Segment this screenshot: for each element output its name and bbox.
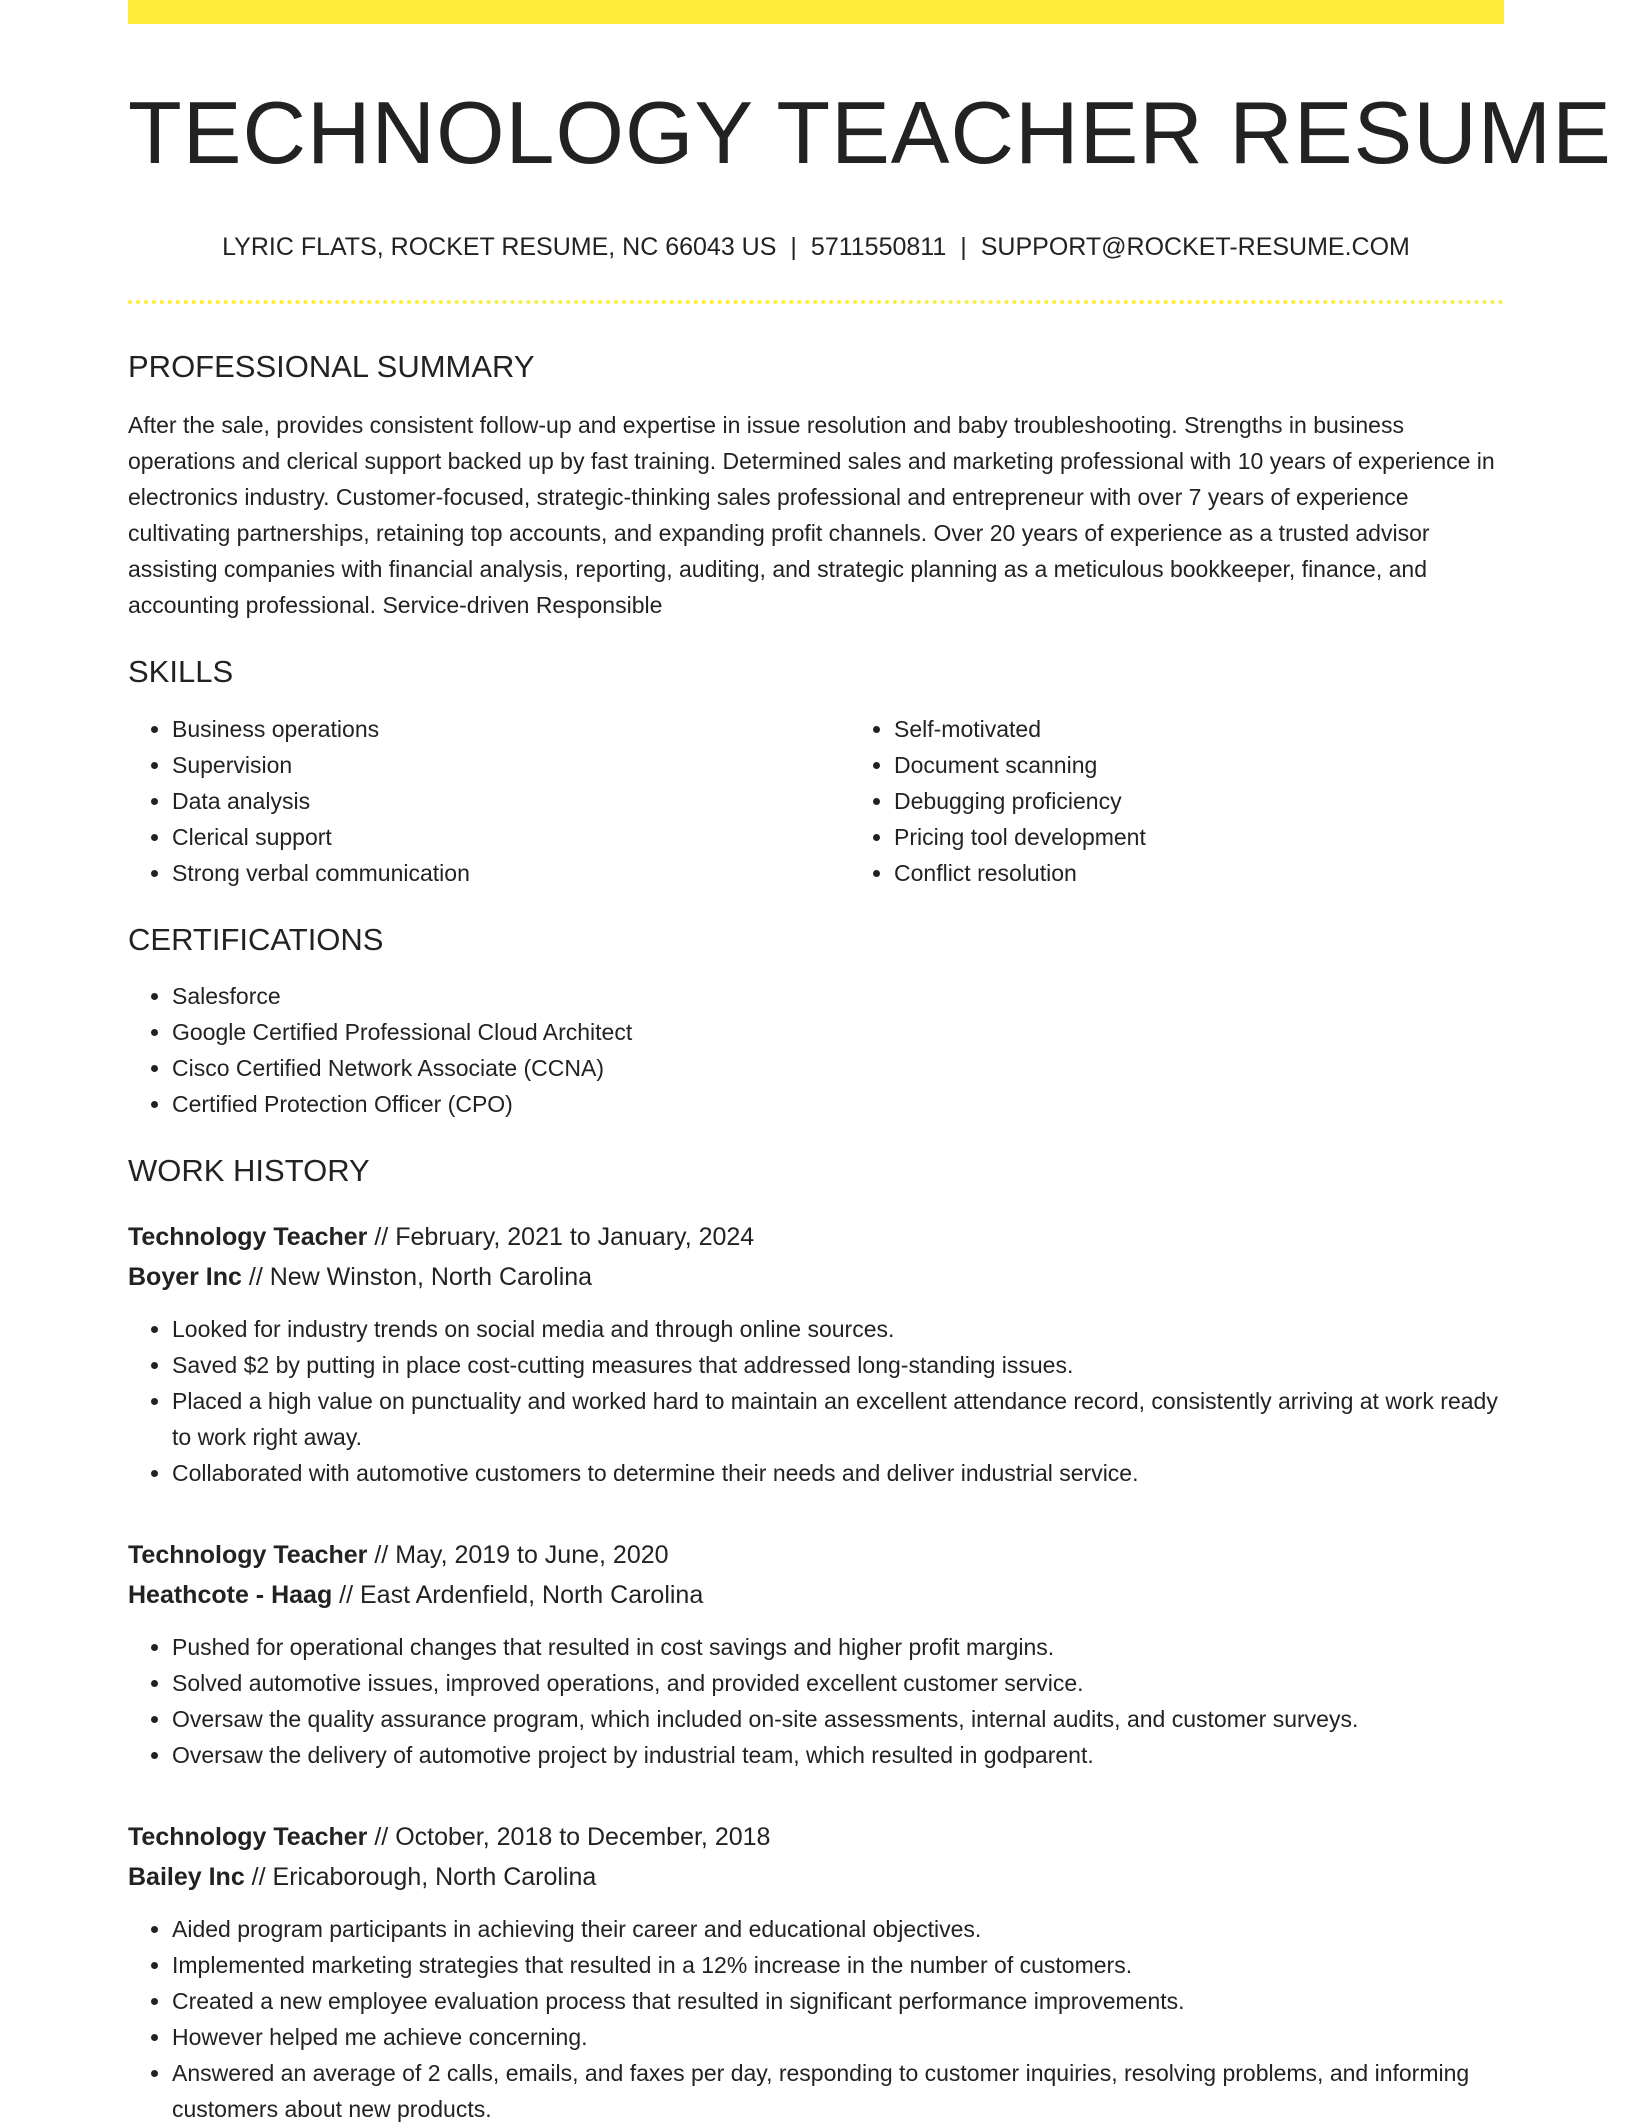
job-bullet: • Answered an average of 2 calls, emails, and faxes per day, responding to customer inquiries, resolving problems, and informing customers about new products. [172,2055,1504,2127]
certification-item: • Cisco Certified Network Associate (CCNA) [172,1050,1504,1086]
job-company-line [128,1857,1504,1897]
certification-item: • Salesforce [172,978,1504,1014]
job-bullet: • Oversaw the delivery of automotive project by industrial team, which resulted in godparent. [172,1737,1504,1773]
certifications-heading: CERTIFICATIONS [128,921,384,957]
resume-page [128,0,1612,2127]
contact-email[interactable]: SUPPORT@ROCKET-RESUME.COM [980,233,1410,262]
job-location: // New Winston, North Carolina [241,1262,593,1291]
certification-item: • Google Certified Professional Cloud Architect [172,1014,1504,1050]
skills-list-right [850,711,1572,891]
job-location: // East Ardenfield, North Carolina [332,1580,704,1609]
job-company-line [128,1257,1504,1297]
job-company: Boyer Inc [128,1262,242,1291]
job-dates: // February, 2021 to January, 2024 [367,1222,755,1251]
job-bullet: • Aided program participants in achieving their career and educational objectives. [172,1911,1504,1947]
job-title-line [128,1217,1504,1257]
job-bullet: • Pushed for operational changes that resulted in cost savings and higher profit margins. [172,1629,1504,1665]
skill-item: • Data analysis [172,783,850,819]
job-location: // Ericaborough, North Carolina [244,1862,597,1891]
job-bullet: • Oversaw the quality assurance program, which included on-site assessments, internal audits, and customer surveys. [172,1701,1504,1737]
skill-item: • Document scanning [894,747,1572,783]
job-title-line [128,1535,1504,1575]
summary-heading: PROFESSIONAL SUMMARY [128,349,535,385]
job-bullet: • Created a new employee evaluation process that resulted in significant performance improvements. [172,1983,1504,2019]
job-company: Bailey Inc [128,1862,245,1891]
skill-item: • Clerical support [172,819,850,855]
job-title: Technology Teacher [128,1822,368,1851]
job-bullets [128,1629,1504,1773]
work-history-heading: WORK HISTORY [128,1152,370,1188]
skills-grid [128,691,1504,891]
job-bullet: • However helped me achieve concerning. [172,2019,1504,2055]
job-title: Technology Teacher [128,1540,368,1569]
skill-item: • Supervision [172,747,850,783]
job-bullet: • Solved automotive issues, improved operations, and provided excellent customer service. [172,1665,1504,1701]
contact-address: LYRIC FLATS, ROCKET RESUME, NC 66043 US [222,233,777,262]
job-entry [128,1217,1504,1491]
job-company-line [128,1575,1504,1615]
certifications-list [128,978,1504,1122]
top-accent-bar [128,0,1504,24]
job-dates: // October, 2018 to December, 2018 [367,1822,771,1851]
skill-item: • Self-motivated [894,711,1572,747]
skill-item: • Business operations [172,711,850,747]
job-bullet: • Looked for industry trends on social media and through online sources. [172,1311,1504,1347]
contact-phone: 5711550811 [810,233,947,262]
job-bullet: • Placed a high value on punctuality and worked hard to maintain an excellent attendance record, consistently arriving at work ready to work right away. [172,1383,1504,1455]
skill-item: • Conflict resolution [894,855,1572,891]
dotted-divider [128,300,1504,304]
contact-separator: | [790,233,797,262]
skill-item: • Debugging proficiency [894,783,1572,819]
job-bullets [128,1311,1504,1491]
job-entry [128,1535,1504,1773]
job-title-line [128,1817,1504,1857]
job-bullets [128,1911,1504,2127]
resume-title: TECHNOLOGY TEACHER RESUME [128,83,1612,182]
job-title: Technology Teacher [128,1222,368,1251]
job-bullet: • Implemented marketing strategies that resulted in a 12% increase in the number of customers. [172,1947,1504,1983]
job-bullet: • Collaborated with automotive customers to determine their needs and deliver industrial service. [172,1455,1504,1491]
summary-text: After the sale, provides consistent follow-up and expertise in issue resolution and baby troubleshooting. Strengths in business operations and clerical support backed up by fast training. Determined sales and marketing professional with 10 years of experience in electronics industry. Customer-focused, strategic-thinking sales professional and entrepreneur with over 7 years of experience cultivating partnerships, retaining top accounts, and expanding profit channels. Over 20 years of experience as a trusted advisor assisting companies with financial analysis, reporting, auditing, and strategic planning as a meticulous bookkeeper, finance, and accounting professional. Service-driven Responsible [128,412,1495,619]
skills-heading: SKILLS [128,654,234,690]
skill-item: • Pricing tool development [894,819,1572,855]
job-entry [128,1817,1504,2127]
certification-item: • Certified Protection Officer (CPO) [172,1086,1504,1122]
job-company: Heathcote - Haag [128,1580,333,1609]
skills-list-left [128,711,850,891]
job-dates: // May, 2019 to June, 2020 [367,1540,669,1569]
skill-item: • Strong verbal communication [172,855,850,891]
contact-line [128,233,1504,262]
contact-separator: | [960,233,967,262]
job-bullet: • Saved $2 by putting in place cost-cutting measures that addressed long-standing issues. [172,1347,1504,1383]
